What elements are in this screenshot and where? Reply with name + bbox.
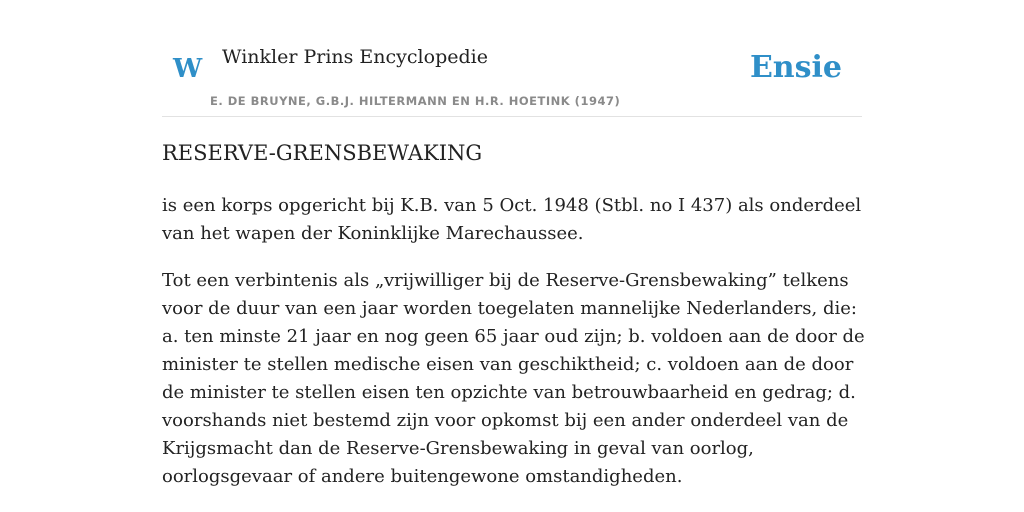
article-headword: RESERVE-GRENSBEWAKING xyxy=(162,141,483,165)
source-header xyxy=(162,44,862,117)
article-paragraph: Tot een verbintenis als „vrijwilliger bij de Reserve-Grensbewaking” telkens voor de duur van een jaar worden toegelaten mannelijke Nederlanders, die: a. ten minste 21 jaar en nog geen 65 jaar oud zijn; b. voldoen aan de door de minister te stellen medische eisen van geschiktheid; c. voldoen aan de door de minister te stellen eisen ten opzichte van betrouwbaarheid en gedrag; d. voorshands niet bestemd zijn voor opkomst bij een ander onderdeel van de Krijgsmacht dan de Reserve-Grensbewaking in geval van oorlog, oorlogsgevaar of andere buitengewone omstandigheden. xyxy=(162,270,865,487)
winkler-prins-logo-icon[interactable]: W xyxy=(173,54,203,84)
ensie-logo[interactable]: Ensie xyxy=(749,50,842,85)
article-body xyxy=(162,192,867,510)
book-title[interactable]: Winkler Prins Encyclopedie xyxy=(222,46,488,68)
book-authors: E. DE BRUYNE, G.B.J. HILTERMANN EN H.R. HOETINK (1947) xyxy=(210,94,621,108)
article-paragraph: is een korps opgericht bij K.B. van 5 Oct. 1948 (Stbl. no I 437) als onderdeel van het wapen der Koninklijke Marechaussee. xyxy=(162,195,862,244)
